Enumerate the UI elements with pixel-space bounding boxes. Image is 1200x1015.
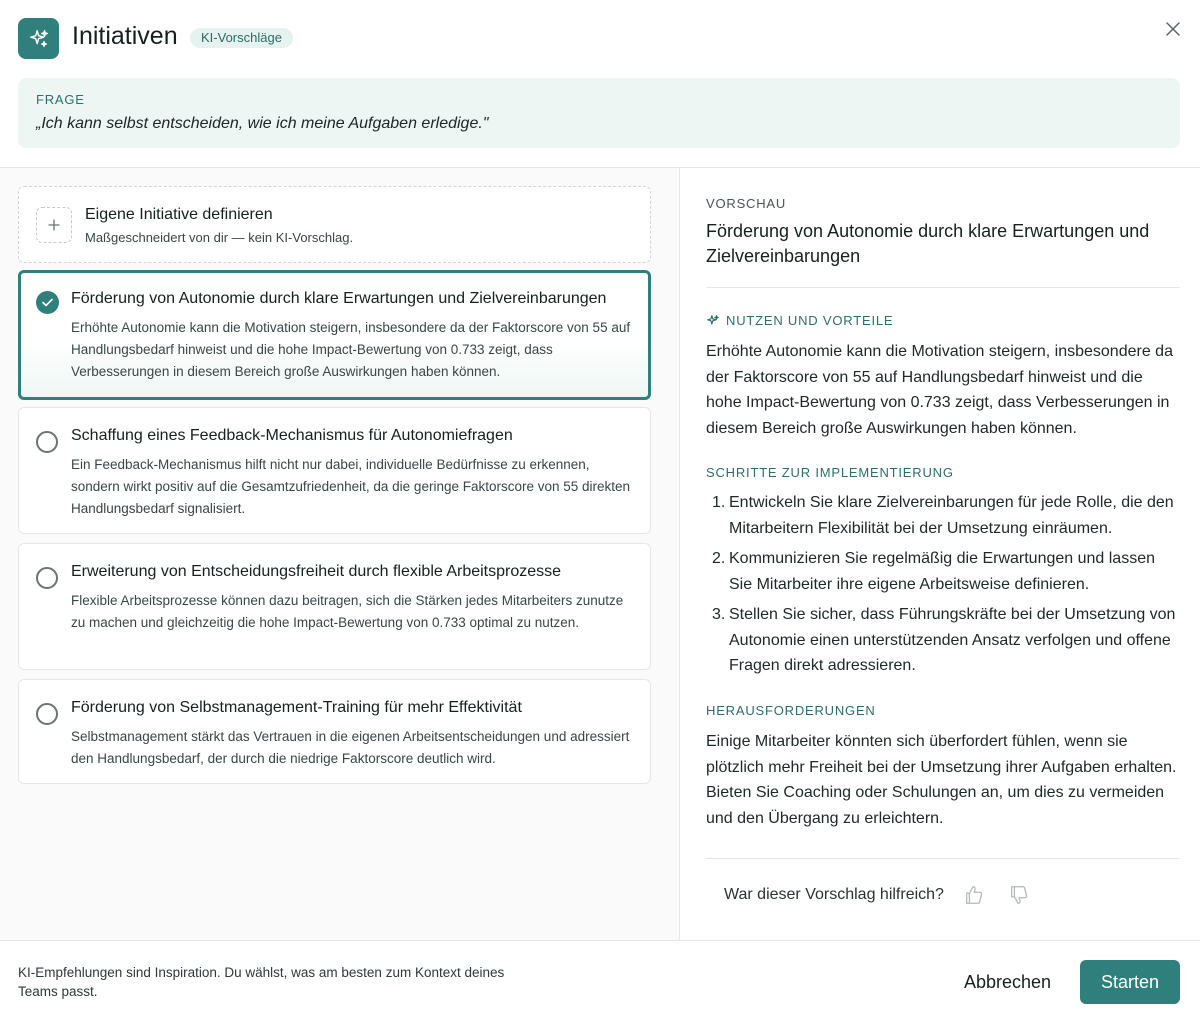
option-card-1[interactable] bbox=[18, 270, 651, 400]
sparkles-icon bbox=[18, 18, 59, 59]
preview-label: VORSCHAU bbox=[706, 196, 787, 211]
footer-note: KI-Empfehlungen sind Inspiration. Du wählst, was am besten zum Kontext deines Teams passt. bbox=[18, 965, 505, 999]
step-item: 1. Entwickeln Sie klare Zielvereinbarungen für jede Rolle, die den Mitarbeitern Flexibilität bei der Umsetzung einräumen. bbox=[712, 494, 1174, 537]
sparkles-icon bbox=[706, 314, 720, 328]
pane-divider bbox=[679, 168, 680, 940]
benefits-heading-label: NUTZEN UND VORTEILE bbox=[726, 313, 894, 328]
question-text: „Ich kann selbst entscheiden, wie ich meine Aufgaben erledige." bbox=[36, 115, 489, 132]
step-item: 3. Stellen Sie sicher, dass Führungskräfte bei der Umsetzung von Autonomie einen unterstützenden Ansatz verfolgen und offene Fragen direkt adressieren. bbox=[712, 606, 1176, 674]
steps-list bbox=[706, 490, 1180, 684]
footer-divider bbox=[0, 940, 1200, 941]
question-label: FRAGE bbox=[36, 92, 85, 107]
divider bbox=[706, 858, 1180, 859]
ai-suggestions-badge: KI-Vorschläge bbox=[190, 28, 293, 48]
option-title: Erweiterung von Entscheidungsfreiheit durch flexible Arbeitsprozesse bbox=[71, 563, 562, 580]
close-icon[interactable] bbox=[1162, 18, 1184, 40]
start-button[interactable]: Starten bbox=[1080, 960, 1180, 1004]
divider bbox=[706, 287, 1180, 288]
custom-initiative-subtitle: Maßgeschneidert von dir — kein KI-Vorschlag. bbox=[85, 230, 354, 245]
question-box bbox=[18, 78, 1180, 148]
option-title: Schaffung eines Feedback-Mechanismus für Autonomiefragen bbox=[71, 427, 513, 444]
option-card-4[interactable] bbox=[18, 679, 651, 784]
thumbs-down-icon[interactable] bbox=[1008, 884, 1030, 906]
dialog-title: Initiativen bbox=[72, 22, 178, 50]
custom-initiative-title: Eigene Initiative definieren bbox=[85, 206, 273, 223]
option-description: Selbstmanagement stärkt das Vertrauen in die eigenen Arbeitsentscheidungen und adressiert den Handlungsbedarf, der durch die niedrige Faktorscore deutlich wird. bbox=[71, 729, 630, 766]
radio-icon[interactable] bbox=[36, 703, 58, 725]
thumbs-up-icon[interactable] bbox=[963, 884, 985, 906]
challenges-heading: HERAUSFORDERUNGEN bbox=[706, 703, 876, 718]
option-description: Ein Feedback-Mechanismus hilft nicht nur dabei, individuelle Bedürfnisse zu erkennen, sondern wirkt positiv auf die Gesamtzufriedenheit, da die geringe Faktorscore von 55 direkten Handlungsbedarf signalisiert. bbox=[71, 457, 631, 516]
steps-heading: SCHRITTE ZUR IMPLEMENTIERUNG bbox=[706, 465, 954, 480]
radio-checked-icon[interactable] bbox=[36, 291, 59, 314]
option-title: Förderung von Autonomie durch klare Erwartungen und Zielvereinbarungen bbox=[71, 290, 607, 307]
cancel-button[interactable]: Abbrechen bbox=[950, 960, 1065, 1004]
option-card-3[interactable] bbox=[18, 543, 651, 670]
option-title: Förderung von Selbstmanagement-Training für mehr Effektivität bbox=[71, 699, 522, 716]
option-card-2[interactable] bbox=[18, 407, 651, 534]
custom-initiative-card[interactable] bbox=[18, 186, 651, 263]
dialog-header bbox=[0, 0, 1200, 78]
plus-icon bbox=[36, 207, 72, 243]
preview-title: Förderung von Autonomie durch klare Erwartungen und Zielvereinbarungen bbox=[706, 221, 1150, 266]
benefits-text: Erhöhte Autonomie kann die Motivation steigern, insbesondere da der Faktorscore von 55 auf Handlungsbedarf hinweist und die hohe Impact-Bewertung von 0.733 zeigt, dass Verbesserungen in diesem Bereich große Auswirkungen haben können. bbox=[706, 343, 1173, 437]
feedback-question: War dieser Vorschlag hilfreich? bbox=[724, 886, 944, 903]
option-description: Flexible Arbeitsprozesse können dazu beitragen, sich die Stärken jedes Mitarbeiters zunutze zu machen und gleichzeitig die hohe Impact-Bewertung von 0.733 optimal zu nutzen. bbox=[71, 593, 624, 630]
step-item: 2. Kommunizieren Sie regelmäßig die Erwartungen und lassen Sie Mitarbeiter ihre eigene Arbeitsweise definieren. bbox=[712, 550, 1155, 593]
challenges-text: Einige Mitarbeiter könnten sich überfordert fühlen, wenn sie plötzlich mehr Freiheit bei der Umsetzung ihrer Aufgaben erhalten. Bieten Sie Coaching oder Schulungen an, um dies zu vermeiden und den Übergang zu erleichtern. bbox=[706, 733, 1177, 827]
radio-icon[interactable] bbox=[36, 567, 58, 589]
option-description: Erhöhte Autonomie kann die Motivation steigern, insbesondere da der Faktorscore von 55 auf Handlungsbedarf hinweist und die hohe Impact-Bewertung von 0.733 zeigt, dass Verbesserungen in diesem Bereich große Auswirkungen haben können. bbox=[71, 320, 631, 379]
benefits-heading bbox=[706, 313, 893, 328]
radio-icon[interactable] bbox=[36, 431, 58, 453]
